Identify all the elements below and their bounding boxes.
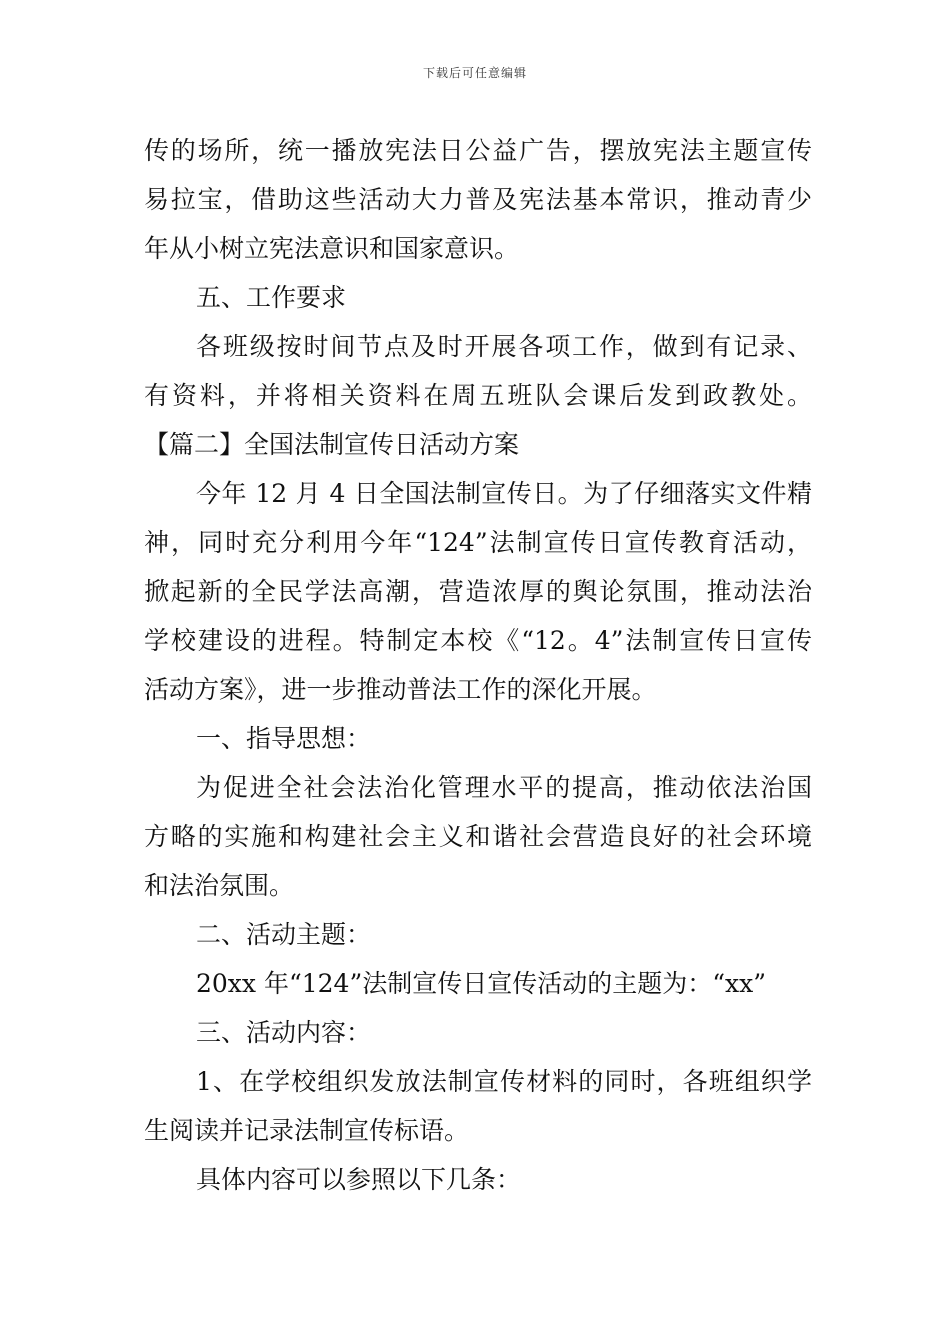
section-heading: 三、活动内容： bbox=[196, 1018, 372, 1047]
text-line: 年从小树立宪法意识和国家意识。 bbox=[144, 234, 520, 263]
text-line: 学校建设的进程。特制定本校《“12。4”法制宣传日宣传 bbox=[144, 626, 812, 655]
text-line: 1、在学校组织发放法制宣传材料的同时，各班组织学 bbox=[196, 1067, 812, 1096]
header-note: 下载后可任意编辑 bbox=[422, 66, 527, 80]
text-line: 神，同时充分利用今年“124”法制宣传日宣传教育活动， bbox=[144, 528, 812, 557]
text-line: 活动方案》，进一步推动普法工作的深化开展。 bbox=[144, 675, 657, 704]
text-line: 传的场所，统一播放宪法日公益广告，摆放宪法主题宣传 bbox=[144, 136, 812, 165]
text-line: 生阅读并记录法制宣传标语。 bbox=[144, 1116, 470, 1145]
text-line: 和法治氛围。 bbox=[144, 871, 295, 900]
article-title: 【篇二】全国法制宣传日活动方案 bbox=[144, 430, 520, 459]
text-line: 掀起新的全民学法高潮，营造浓厚的舆论氛围，推动法治 bbox=[144, 577, 812, 606]
text-line: 易拉宝，借助这些活动大力普及宪法基本常识，推动青少 bbox=[144, 185, 812, 214]
document-body bbox=[144, 126, 812, 1204]
section-heading: 一、指导思想： bbox=[196, 724, 372, 753]
text-line: 为促进全社会法治化管理水平的提高，推动依法治国 bbox=[196, 773, 812, 802]
section-heading: 二、活动主题： bbox=[196, 920, 372, 949]
text-line: 具体内容可以参照以下几条： bbox=[196, 1165, 522, 1194]
text-line: 20xx 年“124”法制宣传日宣传活动的主题为：“xx” bbox=[196, 969, 766, 998]
section-heading: 五、工作要求 bbox=[196, 283, 347, 312]
text-line: 方略的实施和构建社会主义和谐社会营造良好的社会环境 bbox=[144, 822, 812, 851]
text-line: 有资料，并将相关资料在周五班队会课后发到政教处。 bbox=[144, 381, 812, 410]
text-line: 各班级按时间节点及时开展各项工作，做到有记录、 bbox=[196, 332, 812, 361]
text-line: 今年 12 月 4 日全国法制宣传日。为了仔细落实文件精 bbox=[196, 479, 812, 508]
